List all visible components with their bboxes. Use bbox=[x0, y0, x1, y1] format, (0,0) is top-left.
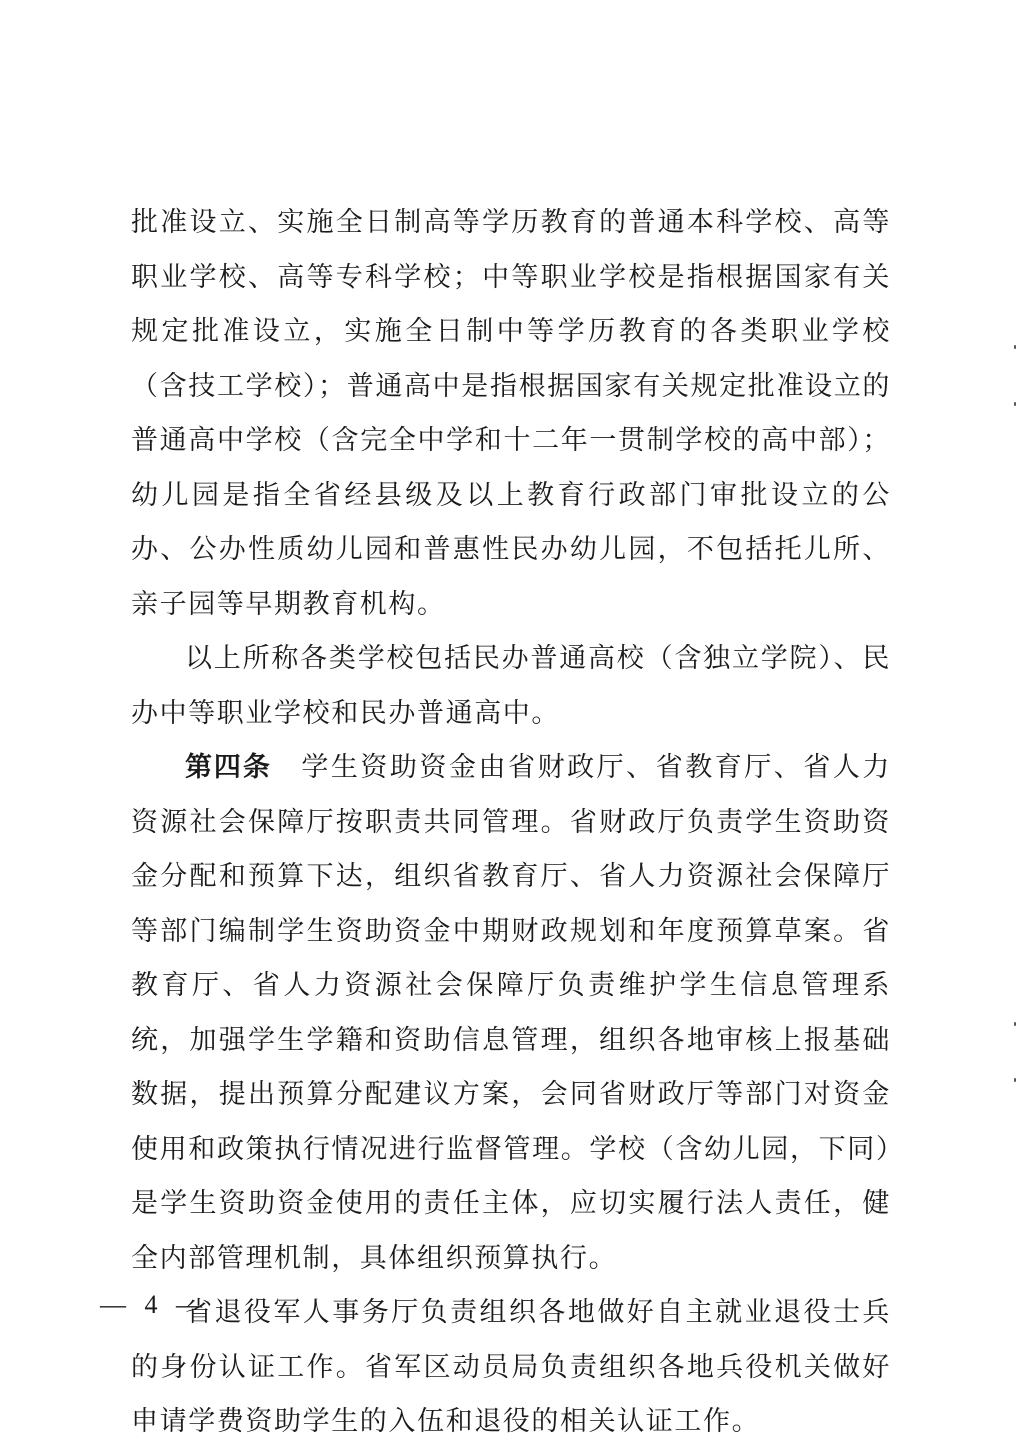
paragraph-text: 以上所称各类学校包括民办普通高校（含独立学院）、民办中等职业学校和民办普通高中。 bbox=[131, 643, 891, 729]
paragraph-veterans bbox=[131, 1286, 891, 1450]
scan-speck bbox=[1014, 402, 1016, 406]
scan-speck bbox=[1014, 1022, 1016, 1026]
scan-speck bbox=[1014, 1078, 1016, 1082]
paragraph-text: 批准设立、实施全日制高等学历教育的普通本科学校、高等职业学校、高等专科学校；中等职业学校是指根据国家有关规定批准设立，实施全日制中等学历教育的各类职业学校（含技工学校）；普通高中是指根据国家有关规定批准设立的普通高中学校（含完全中学和十二年一贯制学校的高中部）；幼儿园是指全省经县级及以上教育行政部门审批设立的公办、公办性质幼儿园和普惠性民办幼儿园，不包括托儿所、亲子园等早期教育机构。 bbox=[131, 207, 891, 620]
paragraph-private-schools bbox=[131, 632, 891, 741]
paragraph-text: 省退役军人事务厅负责组织各地做好自主就业退役士兵的身份认证工作。省军区动员局负责组织各地兵役机关做好申请学费资助学生的入伍和退役的相关认证工作。 bbox=[131, 1297, 891, 1437]
paragraph-article-four bbox=[131, 741, 891, 1286]
article-spacer bbox=[272, 752, 302, 783]
article-label: 第四条 bbox=[185, 752, 272, 783]
paragraph-school-definitions bbox=[131, 196, 891, 632]
scan-speck bbox=[1014, 345, 1016, 349]
document-body bbox=[131, 196, 891, 1450]
paragraph-text: 学生资助资金由省财政厅、省教育厅、省人力资源社会保障厅按职责共同管理。省财政厅负责学生资助资金分配和预算下达，组织省教育厅、省人力资源社会保障厅等部门编制学生资助资金中期财政规划和年度预算草案。省教育厅、省人力资源社会保障厅负责维护学生信息管理系统，加强学生学籍和资助信息管理，组织各地审核上报基础数据，提出预算分配建议方案，会同省财政厅等部门对资金使用和政策执行情况进行监督管理。学校（含幼儿园，下同）是学生资助资金使用的责任主体，应切实履行法人责任，健全内部管理机制，具体组织预算执行。 bbox=[131, 752, 891, 1274]
page-number: — 4 — bbox=[100, 1290, 208, 1319]
